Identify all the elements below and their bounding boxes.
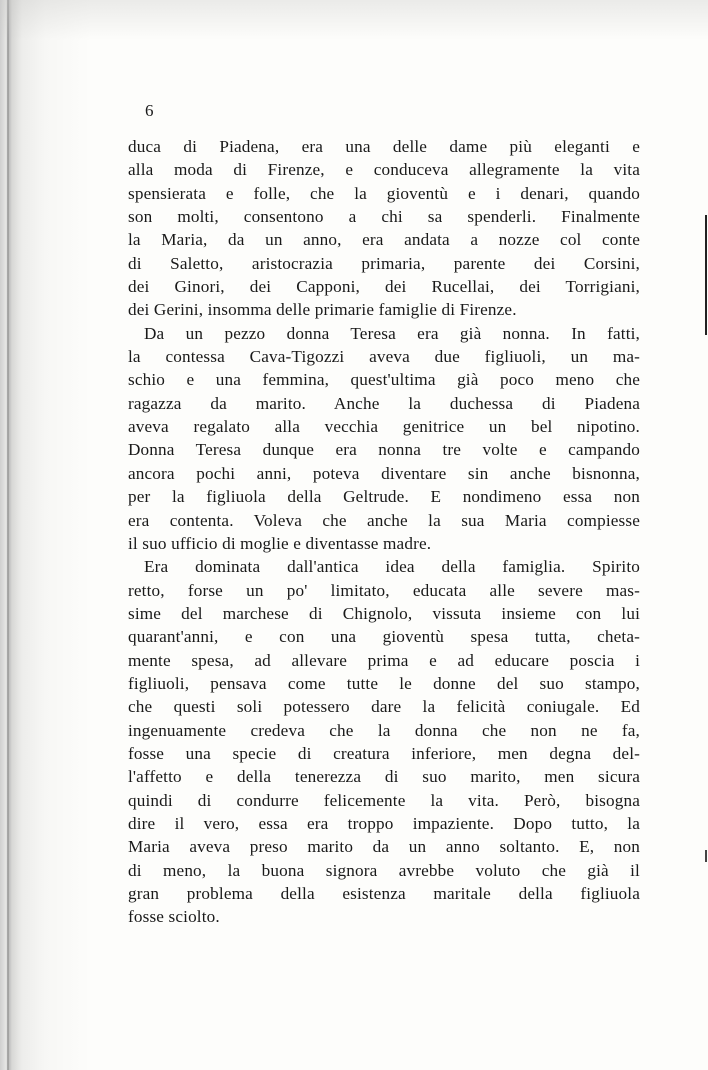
text-line: dei Gerini, insomma delle primarie famiglie di Firenze. [128,300,517,320]
text-line: figliuoli, pensava come tutte le donne del suo stampo, [128,673,640,693]
page-edge-mark [705,850,707,862]
text-line: fosse una specie di creatura inferiore, men degna del- [128,743,640,763]
text-line: Da un pezzo donna Teresa era già nonna. In fatti, [144,323,640,343]
text-line: la Maria, da un anno, era andata a nozze col conte [128,230,640,250]
text-line: fosse sciolto. [128,907,220,927]
text-line: era contenta. Voleva che anche la sua Maria compiesse [128,510,640,530]
text-line: dire il vero, essa era troppo impaziente. Dopo tutto, la [128,813,640,833]
text-line: ragazza da marito. Anche la duchessa di Piadena [128,393,640,413]
text-line: per la figliuola della Geltrude. E nondimeno essa non [128,487,640,507]
text-line: alla moda di Firenze, e conduceva allegramente la vita [128,160,640,180]
text-line: retto, forse un po' limitato, educata alle severe mas- [128,580,640,600]
text-line: sime del marchese di Chignolo, vissuta insieme con lui [128,603,640,623]
text-line: la contessa Cava-Tigozzi aveva due figliuoli, un ma- [128,347,640,367]
text-line: spensierata e folle, che la gioventù e i denari, quando [128,183,640,203]
text-line: gran problema della esistenza maritale della figliuola [128,884,640,903]
text-line: Era dominata dall'antica idea della famiglia. Spirito [144,557,640,577]
text-line: duca di Piadena, era una delle dame più eleganti e [128,137,640,156]
page-edge-mark [705,215,707,335]
text-line: il suo ufficio di moglie e diventasse madre. [128,533,432,553]
text-line: schio e una femmina, quest'ultima già poco meno che [128,370,640,390]
text-line: di Saletto, aristocrazia primaria, parente dei Corsini, [128,253,640,273]
text-line: quindi di condurre felicemente la vita. Però, bisogna [128,790,640,810]
text-line: ancora pochi anni, poteva diventare sin anche bisnonna, [128,463,640,483]
page-number: 6 [145,101,154,120]
text-line: son molti, consentono a chi sa spenderli. Finalmente [128,207,640,227]
text-line: che questi soli potessero dare la felicità coniugale. Ed [128,697,640,717]
text-line: dei Ginori, dei Capponi, dei Rucellai, dei Torrigiani, [128,277,640,297]
text-line: l'affetto e della tenerezza di suo marito, men sicura [128,767,640,787]
text-line: di meno, la buona signora avrebbe voluto che già il [128,860,640,880]
text-line: ingenuamente credeva che la donna che non ne fa, [128,720,640,740]
text-line: aveva regalato alla vecchia genitrice un bel nipotino. [128,417,640,437]
body-text [128,135,640,929]
text-line: mente spesa, ad allevare prima e ad educare poscia i [128,650,640,670]
text-line: quarant'anni, e con una gioventù spesa tutta, cheta- [128,627,640,647]
text-line: Maria aveva preso marito da un anno soltanto. E, non [128,837,640,857]
text-line: Donna Teresa dunque era nonna tre volte e campando [128,440,640,460]
